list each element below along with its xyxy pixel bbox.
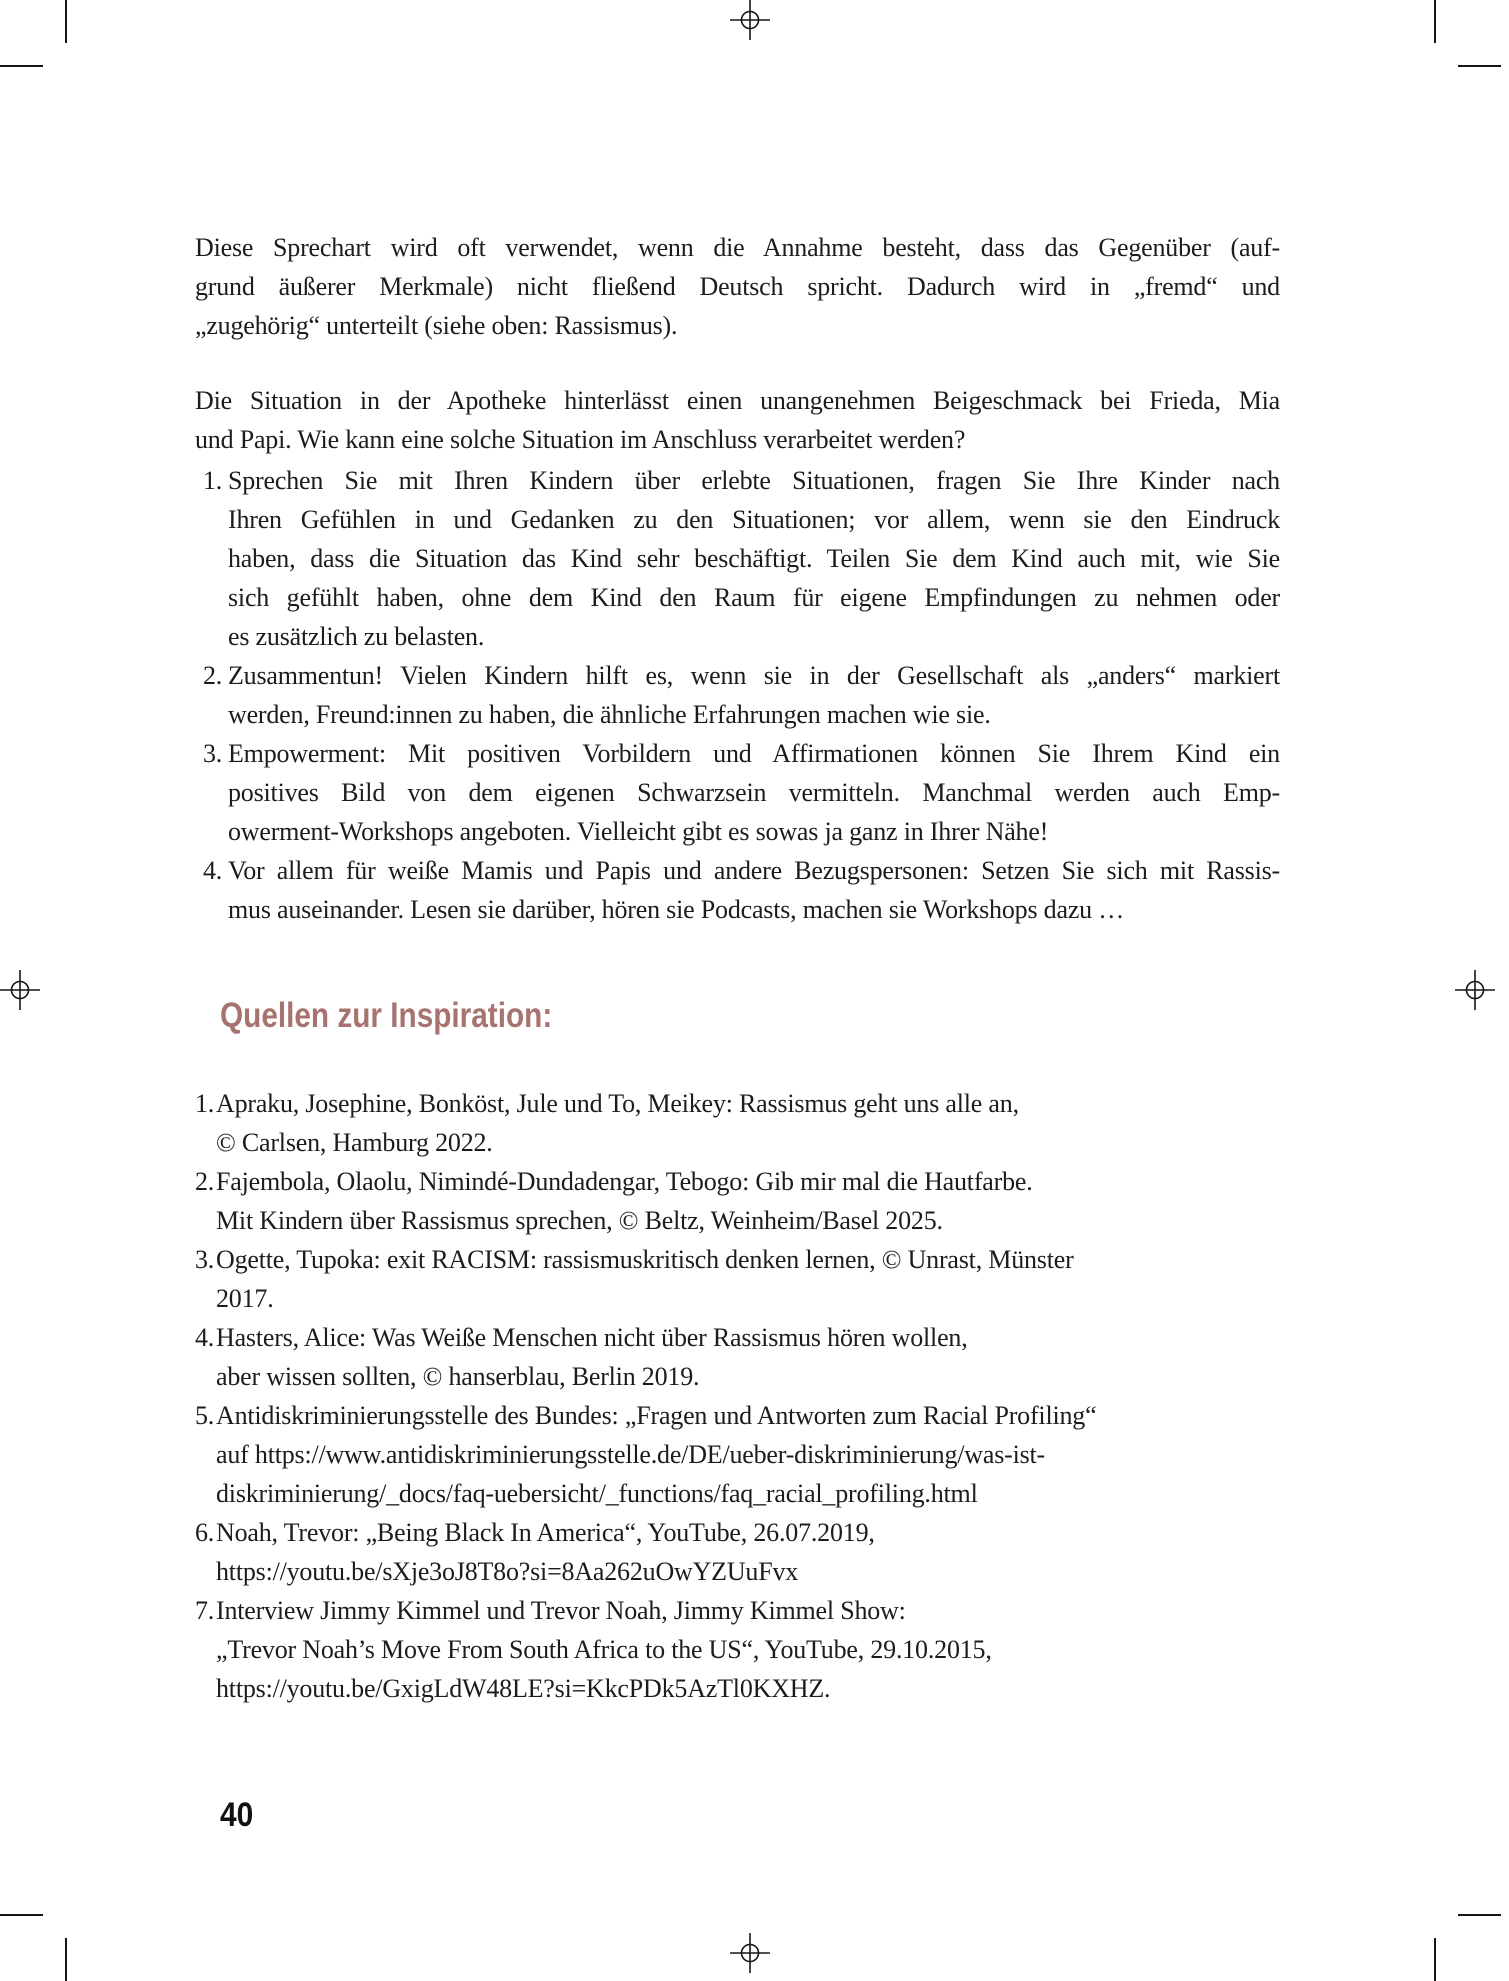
source-line: Hasters, Alice: Was Weiße Menschen nicht über Rassismus hören wollen,	[216, 1323, 968, 1352]
list-item-line: werden, Freund:innen zu haben, die ähnliche Erfahrungen machen wie sie.	[228, 700, 991, 729]
list-item-number: 4.	[203, 856, 223, 885]
source-line: Ogette, Tupoka: exit RACISM: rassismuskritisch denken lernen, © Unrast, Münster	[216, 1245, 1074, 1274]
source-line: Mit Kindern über Rassismus sprechen, © Beltz, Weinheim/Basel 2025.	[216, 1206, 943, 1235]
paragraph-line: „zugehörig“ unterteilt (siehe oben: Rassismus).	[195, 311, 678, 340]
crop-mark-icon	[1458, 65, 1501, 67]
source-item	[195, 1162, 1280, 1240]
page-number: 40	[220, 1796, 254, 1834]
crop-mark-icon	[0, 65, 43, 67]
list-item-line: haben, dass die Situation das Kind sehr beschäftigt. Teilen Sie dem Kind auch mit, wie Sie	[228, 544, 1280, 573]
source-item-number: 4.	[195, 1323, 215, 1352]
list-item-line: Vor allem für weiße Mamis und Papis und andere Bezugspersonen: Setzen Sie sich mit Rassis-	[228, 856, 1280, 885]
list-item	[203, 461, 1280, 656]
source-line: Noah, Trevor: „Being Black In America“, YouTube, 26.07.2019,	[216, 1518, 875, 1547]
list-item-line: Ihren Gefühlen in und Gedanken zu den Situationen; vor allem, wenn sie den Eindruck	[228, 505, 1280, 534]
source-line: Interview Jimmy Kimmel und Trevor Noah, Jimmy Kimmel Show:	[216, 1596, 906, 1625]
list-item-line: Sprechen Sie mit Ihren Kindern über erlebte Situationen, fragen Sie Ihre Kinder nach	[228, 466, 1280, 495]
source-line: https://youtu.be/sXje3oJ8T8o?si=8Aa262uOwYZUuFvx	[216, 1557, 799, 1586]
source-line: Apraku, Josephine, Bonköst, Jule und To, Meikey: Rassismus geht uns alle an,	[216, 1089, 1019, 1118]
section-heading: Quellen zur Inspiration:	[220, 996, 553, 1035]
source-line: © Carlsen, Hamburg 2022.	[216, 1128, 493, 1157]
crop-mark-icon	[1434, 0, 1436, 43]
list-item	[203, 656, 1280, 734]
source-item-number: 3.	[195, 1245, 215, 1274]
intro-paragraph	[195, 228, 1280, 345]
source-item	[195, 1591, 1280, 1708]
source-line: auf https://www.antidiskriminierungsstelle.de/DE/ueber-diskriminierung/was-ist-	[216, 1440, 1045, 1469]
registration-mark-icon	[730, 1933, 770, 1973]
source-line: „Trevor Noah’s Move From South Africa to the US“, YouTube, 29.10.2015,	[216, 1635, 992, 1664]
source-item	[195, 1240, 1280, 1318]
list-item-number: 1.	[203, 466, 223, 495]
source-item	[195, 1513, 1280, 1591]
crop-mark-icon	[1434, 1938, 1436, 1981]
registration-mark-icon	[1455, 970, 1495, 1010]
list-item-number: 2.	[203, 661, 223, 690]
crop-mark-icon	[65, 0, 67, 43]
list-item-line: owerment-Workshops angeboten. Vielleicht gibt es sowas ja ganz in Ihrer Nähe!	[228, 817, 1049, 846]
paragraph-line: und Papi. Wie kann eine solche Situation im Anschluss verarbeitet werden?	[195, 425, 966, 454]
registration-mark-icon	[0, 970, 40, 1010]
source-line: https://youtu.be/GxigLdW48LE?si=KkcPDk5AzTl0KXHZ.	[216, 1674, 831, 1703]
source-line: Fajembola, Olaolu, Nimindé-Dundadengar, Tebogo: Gib mir mal die Hautfarbe.	[216, 1167, 1033, 1196]
crop-mark-icon	[65, 1938, 67, 1981]
sources-list	[195, 1084, 1280, 1708]
source-item-number: 1.	[195, 1089, 215, 1118]
source-item	[195, 1084, 1280, 1162]
list-item-line: es zusätzlich zu belasten.	[228, 622, 485, 651]
source-line: 2017.	[216, 1284, 274, 1313]
source-item	[195, 1396, 1280, 1513]
source-line: Antidiskriminierungsstelle des Bundes: „Fragen und Antworten zum Racial Profiling“	[216, 1401, 1097, 1430]
list-item-line: positives Bild von dem eigenen Schwarzsein vermitteln. Manchmal werden auch Emp-	[228, 778, 1280, 807]
paragraph-line: Die Situation in der Apotheke hinterlässt einen unangenehmen Beigeschmack bei Frieda, Mia	[195, 386, 1280, 415]
situation-paragraph	[195, 381, 1280, 459]
list-item	[203, 851, 1280, 929]
list-item	[203, 734, 1280, 851]
list-item-line: mus auseinander. Lesen sie darüber, hören sie Podcasts, machen sie Workshops dazu …	[228, 895, 1125, 924]
crop-mark-icon	[1458, 1914, 1501, 1916]
source-item-number: 2.	[195, 1167, 215, 1196]
list-item-line: Zusammentun! Vielen Kindern hilft es, wenn sie in der Gesellschaft als „anders“ markiert	[228, 661, 1280, 690]
crop-mark-icon	[0, 1914, 43, 1916]
source-item-number: 7.	[195, 1596, 215, 1625]
advice-list	[203, 461, 1280, 929]
paragraph-line: grund äußerer Merkmale) nicht fließend Deutsch spricht. Dadurch wird in „fremd“ und	[195, 272, 1280, 301]
source-line: diskriminierung/_docs/faq-uebersicht/_functions/faq_racial_profiling.html	[216, 1479, 978, 1508]
source-item	[195, 1318, 1280, 1396]
list-item-number: 3.	[203, 739, 223, 768]
source-line: aber wissen sollten, © hanserblau, Berlin 2019.	[216, 1362, 700, 1391]
source-item-number: 6.	[195, 1518, 215, 1547]
source-item-number: 5.	[195, 1401, 215, 1430]
registration-mark-icon	[730, 0, 770, 40]
list-item-line: Empowerment: Mit positiven Vorbildern und Affirmationen können Sie Ihrem Kind ein	[228, 739, 1280, 768]
list-item-line: sich gefühlt haben, ohne dem Kind den Raum für eigene Empfindungen zu nehmen oder	[228, 583, 1280, 612]
paragraph-line: Diese Sprechart wird oft verwendet, wenn die Annahme besteht, dass das Gegenüber (auf-	[195, 233, 1280, 262]
